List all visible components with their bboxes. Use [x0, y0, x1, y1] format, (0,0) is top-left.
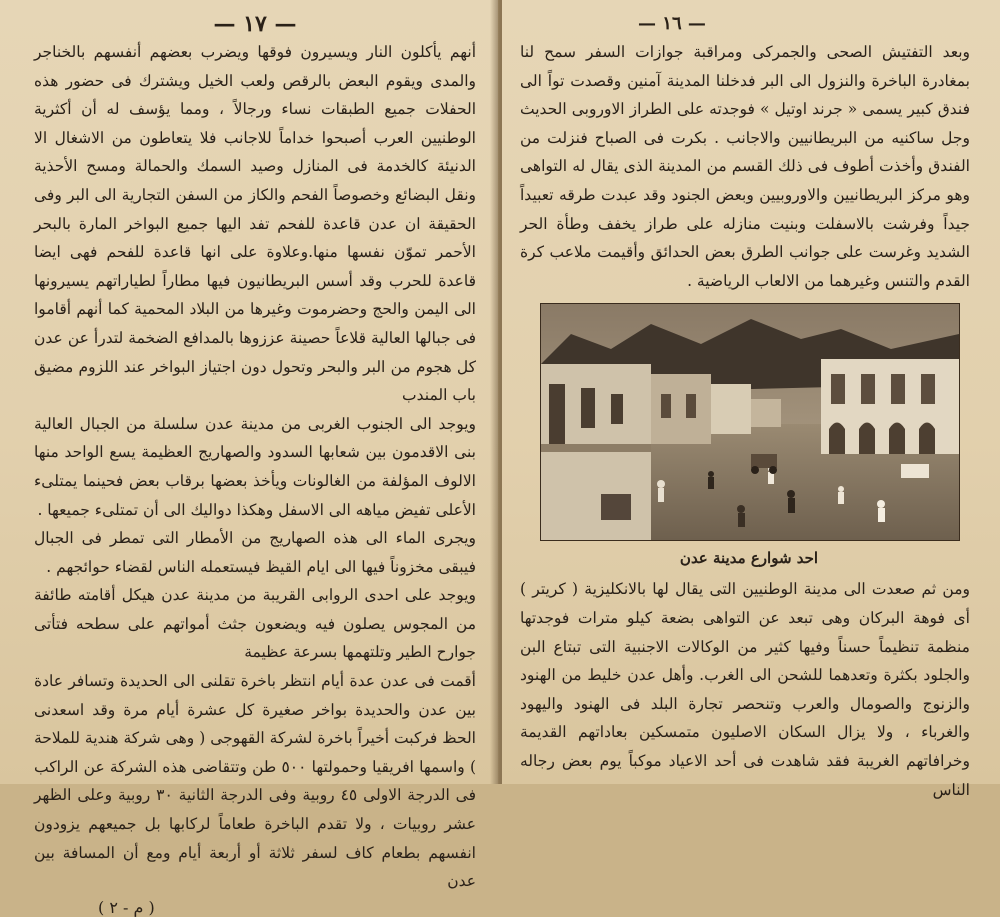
page-number: — ١٧ —	[213, 11, 297, 37]
paragraph: ويوجد على احدى الروابى القريبة من مدينة عدن هيكل أقامته طائفة من المجوس يصلون فيه ويضعون جثث أمواتهم على سطحه فتأتى جوارح الطير وتلتهمها بسرعة عظيمة	[34, 586, 476, 662]
paragraph: وبعد التفتيش الصحى والجمركى ومراقبة جوازات السفر سمح لنا بمغادرة الباخرة والنزول الى البر فدخلنا المدينة آمنين وقصدت تواً الى فندق كبير يسمى « جرند اوتيل » فوجدته على الطراز الاوروبى الحديث وجل ساكنيه من البريطانيين والاجانب . بكرت فى الصباح فنزلت من الفندق وأخذت أطوف فى ذلك القسم من المدينة الذى يقال له التواهى وهو مركز البريطانيين والاوروبيين وبعض الجنود وقد عبدت طرقه تعبيداً جيداً وفرشت بالاسفلت وبنيت منازله على طراز يخفف وطأة الحر الشديد وغرست على جوانب الطرق بعض الحدائق وأقيمت ملاعب كرة القدم والتنس وغيرهما من الالعاب الرياضية .	[520, 43, 970, 290]
paragraph: ويجرى الماء الى هذه الصهاريج من الأمطار التى تمطر فى الجبال فيبقى مخزوناً فيها الى ايام القيظ فيستعمله الناس لقضاء حوائجهم .	[34, 529, 476, 576]
right-page	[502, 0, 1000, 799]
paragraph: أنهم يأكلون النار ويسيرون فوقها ويضرب بعضهم أنفسهم بالخناجر والمدى ويقوم البعض بالرقص ولعب الخيل ويشترك فى حضور هذه الحفلات جميع الطبقات نساء ورجالاً ، ومما يؤسف له أن أكثرية الوطنيين العرب أصبحوا خداماً للاجانب فلا يتعاطون من الاشغال الا الدنيئة كالخدمة فى المنازل وصيد السمك والحمالة ومسح الأحذية ونقل البضائع وخصوصاً الفحم والكاز من السفن التجارية الى البر وفى الحقيقة ان عدن قاعدة للفحم تفد اليها جميع البواخر المارة بالبحر الأحمر تموّن نفسها منها.وعلاوة على انها قاعدة للفحم فهى ايضا قاعدة للحرب وقد أسس البريطانيون فيها مطاراً لطياراتهم يسيرونها الى اليمن والحج وحضرموت وغيرها من البلاد المحمية كما أنهم أقاموا فى جبالها العالية قلاعاً حصينة عززوها بالمدافع الضخمة لتدرأ عن عدن كل هجوم من البر والبحر وتحول دون اجتياز البواخر عند اللزوم مضيق باب المندب	[34, 43, 476, 405]
photo-caption: احد شوارع مدينة عدن	[679, 549, 819, 568]
left-page	[0, 0, 498, 917]
right-page-body-bottom	[520, 575, 970, 804]
left-page-body	[34, 38, 476, 896]
photo-figure	[540, 303, 958, 575]
paragraph: ويوجد الى الجنوب الغربى من مدينة عدن سلسلة من الجبال العالية بنى الاقدمون بين شعابها السدود والصهاريج العظيمة يسع الواحد منها الالوف المؤلفة من الغالونات ويأخذ بعضها برقاب بعض فحينما يمتلىء الأعلى تفيض مياهه الى الاسفل وهكذا دواليك الى أن تمتلىء جميعها .	[34, 414, 476, 519]
street-photo	[540, 303, 960, 541]
right-page-body-top	[520, 38, 970, 295]
signature-mark: ( م - ٢ )	[98, 897, 155, 917]
paragraph: ومن ثم صعدت الى مدينة الوطنيين التى يقال لها بالانكليزية ( كريتر ) أى فوهة البركان وهى تبعد عن التواهى بضعة كيلو مترات فوجدتها منظمة تنظيماً حسناً وفيها كثير من الوكالات الاجنبية التى تبتاع البن والجلود بكثرة وتعدهما للشحن الى الغرب. وأهل عدن خليط من الهنود والزنوج والصومال والعرب وتنحصر تجارة البلد فى الهنود واليهود والغرباء ، ولا يزال السكان الاصليون متمسكين بعاداتهم القديمة وخرافاتهم الغريبة فقد شاهدت فى أحد الاعياد موكباً يوم بعض رجاله الناس	[520, 580, 970, 799]
page-number: — ١٦ —	[638, 13, 706, 34]
paragraph: أقمت فى عدن عدة أيام انتظر باخرة تقلنى الى الحديدة وتسافر عادة بين عدن والحديدة بواخر صغيرة كل عشرة أيام مرة وقد اسعدنى الحظ فركبت أخيراً باخرة لشركة القهوجى ( وهى شركة هندية للملاحة ) واسمها افريقيا وحمولتها ٥٠٠ طن وتتقاضى هذه الشركة عن الراكب فى الدرجة الاولى ٤٥ روبية وفى الدرجة الثانية ٣٠ روبية وعلى الظهر عشر روبيات ، ولا تقدم الباخرة طعاماً لركابها بل جميعهم يزودون انفسهم بطعام كاف لسفر ثلاثة أو أربعة أيام ومع أن المسافة بين عدن	[34, 672, 476, 891]
